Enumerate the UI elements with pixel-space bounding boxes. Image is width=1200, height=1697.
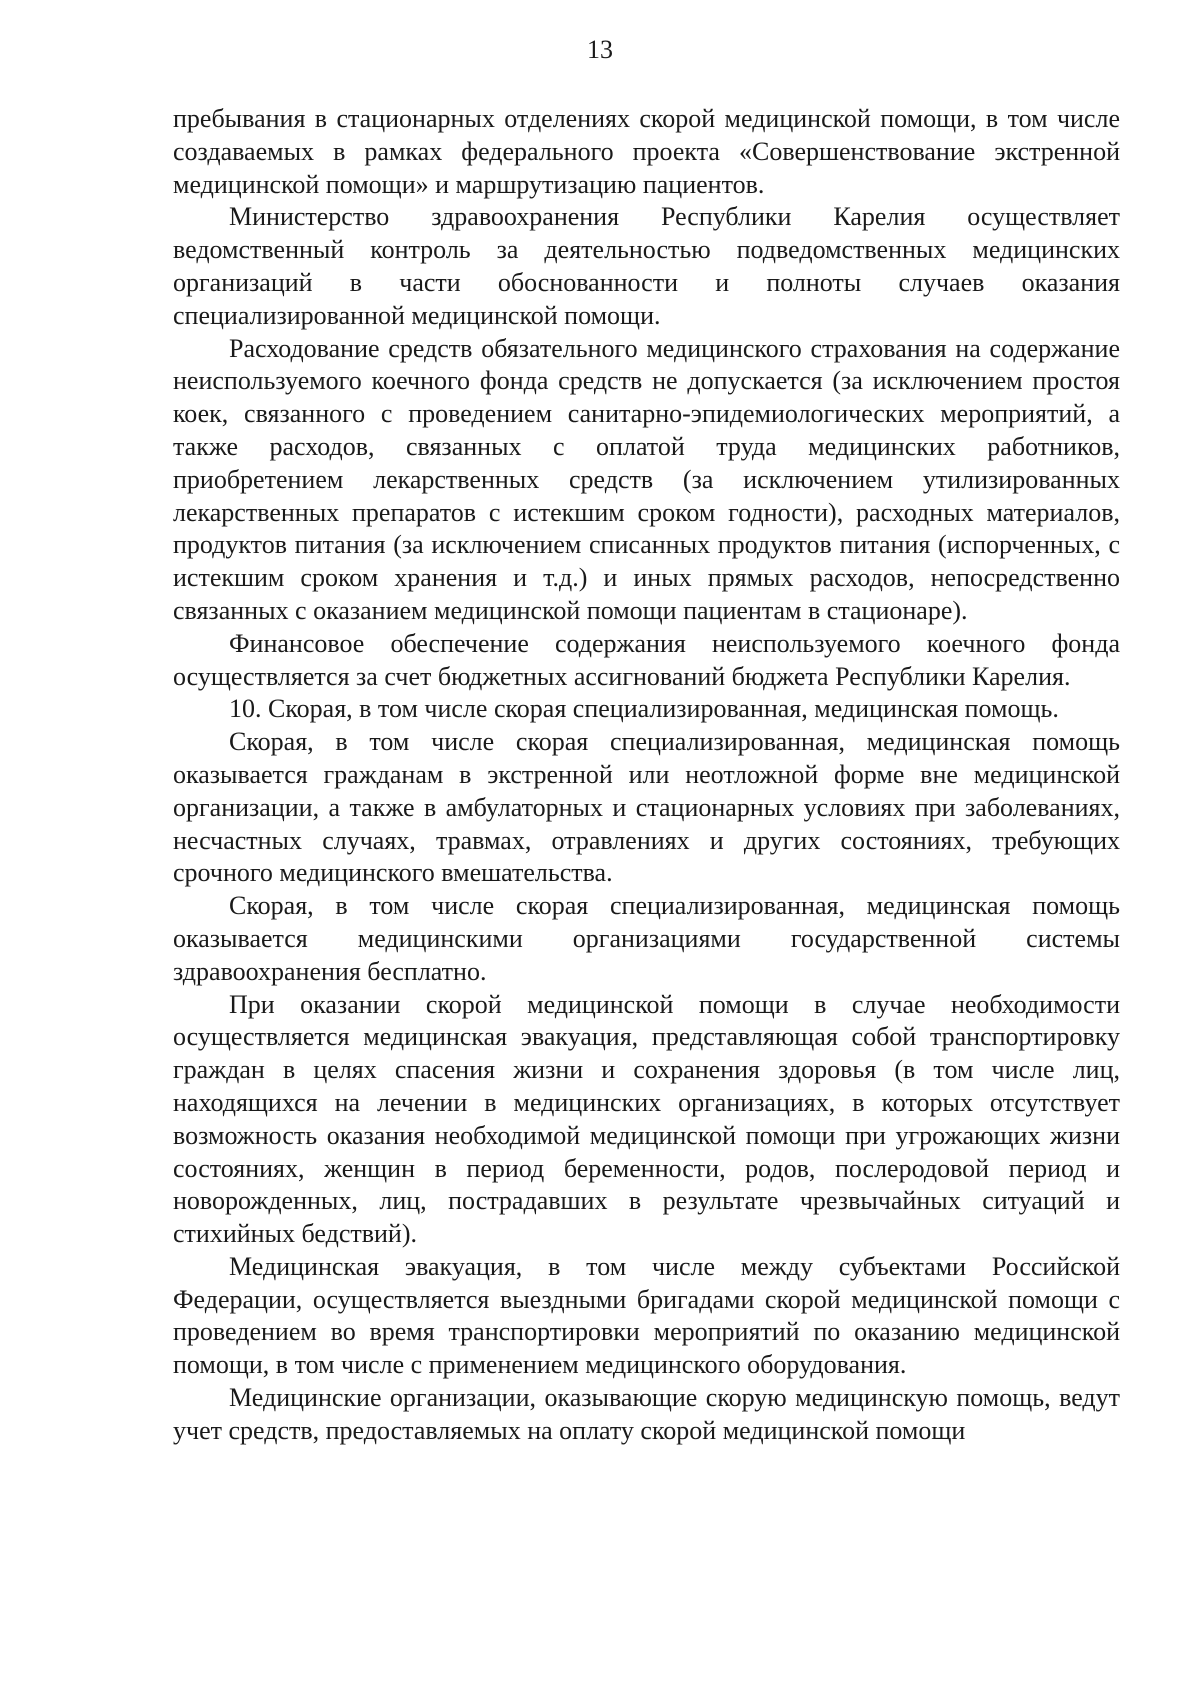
paragraph: При оказании скорой медицинской помощи в случае необходимости осуществляется медицинская эвакуация, представляющая собой транспортировку граждан в целях спасения жизни и сохранения здоровья (в том числе лиц, находящихся на лечении в медицинских организациях, в которых отсутствует возможность оказания необходимой медицинской помощи при угрожающих жизни состояниях, женщин в период беременности, родов, послеродовой период и новорожденных, лиц, пострадавших в результате чрезвычайных ситуаций и стихийных бедствий). [173, 989, 1120, 1249]
paragraph: Финансовое обеспечение содержания неиспользуемого коечного фонда осуществляется за счет бюджетных ассигнований бюджета Республики Карелия. [173, 628, 1120, 691]
section-heading: 10. Скорая, в том числе скорая специализированная, медицинская помощь. [229, 694, 1059, 724]
document-body [173, 103, 1120, 1448]
paragraph: Скорая, в том числе скорая специализированная, медицинская помощь оказывается гражданам в экстренной или неотложной форме вне медицинской организации, а также в амбулаторных и стационарных условиях при заболеваниях, несчастных случаях, травмах, отравлениях и других состояниях, требующих срочного медицинского вмешательства. [173, 727, 1120, 888]
paragraph: Медицинская эвакуация, в том числе между субъектами Российской Федерации, осуществляется выездными бригадами скорой медицинской помощи с проведением во время транспортировки мероприятий по оказанию медицинской помощи, в том числе с применением медицинского оборудования. [173, 1251, 1120, 1380]
paragraph: Скорая, в том числе скорая специализированная, медицинская помощь оказывается медицинскими организациями государственной системы здравоохранения бесплатно. [173, 891, 1120, 986]
paragraph: Министерство здравоохранения Республики Карелия осуществляет ведомственный контроль за деятельностью подведомственных медицинских организаций в части обоснованности и полноты случаев оказания специализированной медицинской помощи. [173, 202, 1120, 330]
paragraph: Расходование средств обязательного медицинского страхования на содержание неиспользуемого коечного фонда средств не допускается (за исключением простоя коек, связанного с проведением санитарно-эпидемиологических мероприятий, а также расходов, связанных с оплатой труда медицинских работников, приобретением лекарственных средств (за исключением утилизированных лекарственных препаратов с истекшим сроком годности), расходных материалов, продуктов питания (за исключением списанных продуктов питания (испорченных, с истекшим сроком хранения и т.д.) и иных прямых расходов, непосредственно связанных с оказанием медицинской помощи пациентам в стационаре). [173, 333, 1120, 625]
page-number: 13 [587, 35, 613, 64]
paragraph: Медицинские организации, оказывающие скорую медицинскую помощь, ведут учет средств, предоставляемых на оплату скорой медицинской помощи [173, 1383, 1120, 1445]
paragraph-continuation: пребывания в стационарных отделениях скорой медицинской помощи, в том числе создаваемых в рамках федерального проекта «Совершенствование экстренной медицинской помощи» и маршрутизацию пациентов. [173, 104, 1120, 199]
